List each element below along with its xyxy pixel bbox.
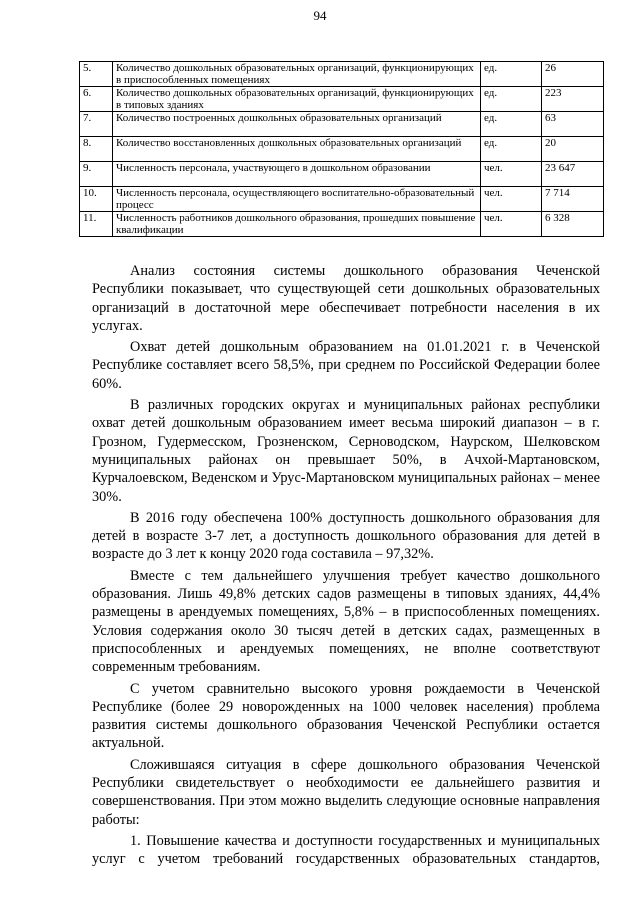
paragraph: В 2016 году обеспечена 100% доступность дошкольного образования для детей в возрасте 3-7 лет, а доступность дошкольного образования для детей в возрасте до 3 лет к концу 2020 года составила – 97,32%. xyxy=(92,509,600,563)
unit-of-measure: ед. xyxy=(481,62,542,87)
unit-of-measure: ед. xyxy=(481,87,542,112)
indicator-value: 20 xyxy=(542,137,604,162)
indicator-name: Количество дошкольных образовательных организаций, функционирующих в приспособленных помещениях xyxy=(113,62,481,87)
unit-of-measure: чел. xyxy=(481,162,542,187)
table-row xyxy=(80,187,604,212)
paragraph: Вместе с тем дальнейшего улучшения требует качество дошкольного образования. Лишь 49,8% детских садов размещены в типовых зданиях, 44,4% размещены в арендуемых помещениях, 5,8% – в приспособленных помещениях. Условия содержания около 30 тысяч детей в детских садах, размещенных в приспособленных и арендуемых помещениях, не вполне соответствуют современным требованиям. xyxy=(92,567,600,676)
table-row xyxy=(80,62,604,87)
indicator-name: Количество построенных дошкольных образовательных организаций xyxy=(113,112,481,137)
indicator-name: Численность персонала, участвующего в дошкольном образовании xyxy=(113,162,481,187)
row-number: 6. xyxy=(80,87,113,112)
row-number: 11. xyxy=(80,212,113,237)
indicator-name: Численность персонала, осуществляющего воспитательно-образовательный процесс xyxy=(113,187,481,212)
paragraph: С учетом сравнительно высокого уровня рождаемости в Чеченской Республике (более 29 новорожденных на 1000 человек населения) проблема развития системы дошкольного образования Чеченской Республики остается актуальной. xyxy=(92,680,600,752)
indicator-value: 7 714 xyxy=(542,187,604,212)
indicator-value: 6 328 xyxy=(542,212,604,237)
statistics-table xyxy=(79,61,604,237)
indicator-name: Количество дошкольных образовательных организаций, функционирующих в типовых зданиях xyxy=(113,87,481,112)
paragraph: Сложившаяся ситуация в сфере дошкольного образования Чеченской Республики свидетельствует о необходимости ее дальнейшего развития и совершенствования. При этом можно выделить следующие основные направления работы: xyxy=(92,756,600,828)
row-number: 8. xyxy=(80,137,113,162)
unit-of-measure: чел. xyxy=(481,187,542,212)
unit-of-measure: ед. xyxy=(481,112,542,137)
unit-of-measure: ед. xyxy=(481,137,542,162)
table-row xyxy=(80,87,604,112)
table-row xyxy=(80,162,604,187)
row-number: 5. xyxy=(80,62,113,87)
indicator-value: 63 xyxy=(542,112,604,137)
indicator-name: Численность работников дошкольного образования, прошедших повышение квалификации xyxy=(113,212,481,237)
row-number: 7. xyxy=(80,112,113,137)
paragraph: 1. Повышение качества и доступности государственных и муниципальных услуг с учетом требований государственных образовательных стандартов, xyxy=(92,832,600,868)
indicator-value: 26 xyxy=(542,62,604,87)
row-number: 9. xyxy=(80,162,113,187)
indicator-name: Количество восстановленных дошкольных образовательных организаций xyxy=(113,137,481,162)
paragraph: В различных городских округах и муниципальных районах республики охват детей дошкольным образованием имеет весьма широкий диапазон – в г. Грозном, Гудермесском, Грозненском, Серноводском, Наурском, Шелковском муниципальных районах он превышает 50%, в Ачхой-Мартановском, Курчалоевском, Веденском и Урус-Мартановском муниципальных районах – менее 30%. xyxy=(92,397,600,505)
indicator-value: 223 xyxy=(542,87,604,112)
indicator-value: 23 647 xyxy=(542,162,604,187)
paragraph: Анализ состояния системы дошкольного образования Чеченской Республики показывает, что существующей сети дошкольных образовательных организаций в достаточной мере обеспечивает потребности населения в их услугах. xyxy=(92,263,600,334)
body-text xyxy=(92,262,600,872)
table-row xyxy=(80,112,604,137)
table-row xyxy=(80,137,604,162)
table-row xyxy=(80,212,604,237)
row-number: 10. xyxy=(80,187,113,212)
paragraph: Охват детей дошкольным образованием на 01.01.2021 г. в Чеченской Республике составляет всего 58,5%, при среднем по Российской Федерации более 60%. xyxy=(92,339,600,392)
unit-of-measure: чел. xyxy=(481,212,542,237)
page-number: 94 xyxy=(313,8,327,23)
